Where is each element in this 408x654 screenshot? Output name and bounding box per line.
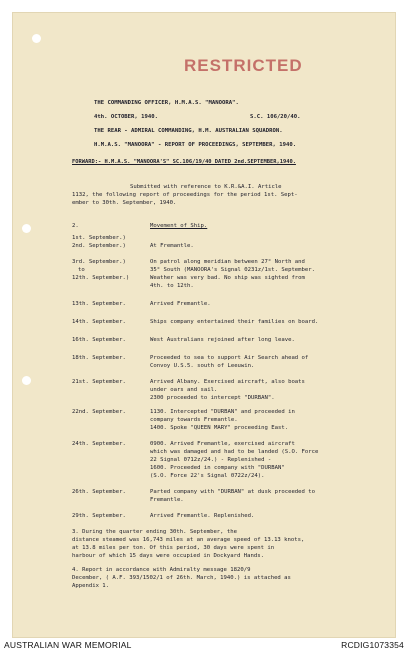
entry-text: 1400. Spoke "QUEEN MARY" proceeding East.: [150, 425, 289, 431]
section-title: Movement of Ship.: [150, 223, 208, 229]
paragraph-line: 3. During the quarter ending 30th. September, the: [72, 529, 238, 535]
entry-text: Convoy U.S.5. south of Leeuwin.: [150, 363, 255, 369]
paragraph-line: Appendix 1.: [72, 583, 110, 589]
entry-date: 24th. September.: [72, 441, 126, 447]
intro-line: Submitted with reference to K.R.&A.I. Article: [130, 184, 282, 190]
paragraph-line: distance steamed was 16,743 miles at an average speed of 13.13 knots,: [72, 537, 305, 543]
entry-date: 16th. September.: [72, 337, 126, 343]
entry-date: to: [78, 267, 85, 273]
entry-date: 29th. September.: [72, 513, 126, 519]
header-to: THE COMMANDING OFFICER, H.M.A.S. "MANOORA".: [94, 100, 239, 106]
entry-text: 22 Signal 0712z/24.) - Replenished -: [150, 457, 272, 463]
entry-date: 1st. September.): [72, 235, 126, 241]
document-page: [12, 12, 396, 638]
entry-text: 35° South (MANOORA's Signal 0231z/1st. September.: [150, 267, 316, 273]
footer-id: RCDIG1073354: [341, 640, 404, 650]
punch-hole: [32, 34, 41, 43]
punch-hole: [22, 224, 31, 233]
restricted-stamp: RESTRICTED: [184, 56, 303, 75]
header-ref: S.C. 106/20/40.: [250, 114, 301, 120]
header-addressee: THE REAR - ADMIRAL COMMANDING, H.M. AUSTRALIAN SQUADRON.: [94, 128, 283, 134]
header-subject: H.M.A.S. "MANOORA" - REPORT OF PROCEEDINGS, SEPTEMBER, 1940.: [94, 142, 297, 148]
paragraph-line: at 13.8 miles per ton. Of this period, 30 days were spent in: [72, 545, 275, 551]
entry-text: 2300 proceeded to intercept "DURBAN".: [150, 395, 275, 401]
entry-text: Arrived Fremantle. Replenished.: [150, 513, 255, 519]
header-forward: FORWARD:- H.M.A.S. "MANOORA'S" SC.106/19/40 DATED 2nd.SEPTEMBER,1940.: [72, 159, 296, 165]
footer-source: AUSTRALIAN WAR MEMORIAL: [4, 640, 132, 650]
entry-text: 0900. Arrived Fremantle, exercised aircraft: [150, 441, 295, 447]
section-number: 2.: [72, 223, 79, 229]
entry-text: 4th. to 12th.: [150, 283, 194, 289]
entry-text: Weather was very bad. No ship was sighted from: [150, 275, 305, 281]
entry-text: 1600. Proceeded in company with "DURBAN": [150, 465, 285, 471]
punch-hole: [22, 376, 31, 385]
entry-date: 2nd. September.): [72, 243, 126, 249]
entry-date: 3rd. September.): [72, 259, 126, 265]
entry-date: 18th. September.: [72, 355, 126, 361]
entry-text: At Fremantle.: [150, 243, 194, 249]
entry-text: 1130. Intercepted "DURBAN" and proceeded in: [150, 409, 295, 415]
intro-line: ember to 30th. September, 1940.: [72, 200, 177, 206]
entry-date: 26th. September.: [72, 489, 126, 495]
entry-date: 21st. September.: [72, 379, 126, 385]
paragraph-line: December, ( A.F. 393/1502/1 of 26th. March, 1940.) is attached as: [72, 575, 291, 581]
paragraph-line: 4. Report in accordance with Admiralty message 1820/9: [72, 567, 251, 573]
entry-text: On patrol along meridian between 27° North and: [150, 259, 305, 265]
intro-line: 1132, the following report of proceedings for the period 1st. Sept-: [72, 192, 298, 198]
entry-date: 13th. September.: [72, 301, 126, 307]
header-date: 4th. OCTOBER, 1940.: [94, 114, 158, 120]
paragraph-line: harbour of which 15 days were occupied in Dockyard Hands.: [72, 553, 264, 559]
entry-text: West Australians rejoined after long leave.: [150, 337, 295, 343]
entry-text: Arrived Fremantle.: [150, 301, 211, 307]
entry-date: 12th. September.): [72, 275, 130, 281]
entry-text: Parted company with "DURBAN" at dusk proceeded to: [150, 489, 316, 495]
entry-date: 22nd. September.: [72, 409, 126, 415]
entry-text: company towards Fremantle.: [150, 417, 238, 423]
entry-text: (S.O. Force 22's Signal 0722z/24).: [150, 473, 265, 479]
entry-text: which was damaged and had to be landed (S.O. Force: [150, 449, 319, 455]
entry-text: Arrived Albany. Exercised aircraft, also boats: [150, 379, 305, 385]
entry-text: under oars and sail.: [150, 387, 218, 393]
entry-text: Proceeded to sea to support Air Search ahead of: [150, 355, 309, 361]
entry-text: Fremantle.: [150, 497, 184, 503]
entry-text: Ships company entertained their families on board.: [150, 319, 319, 325]
entry-date: 14th. September.: [72, 319, 126, 325]
